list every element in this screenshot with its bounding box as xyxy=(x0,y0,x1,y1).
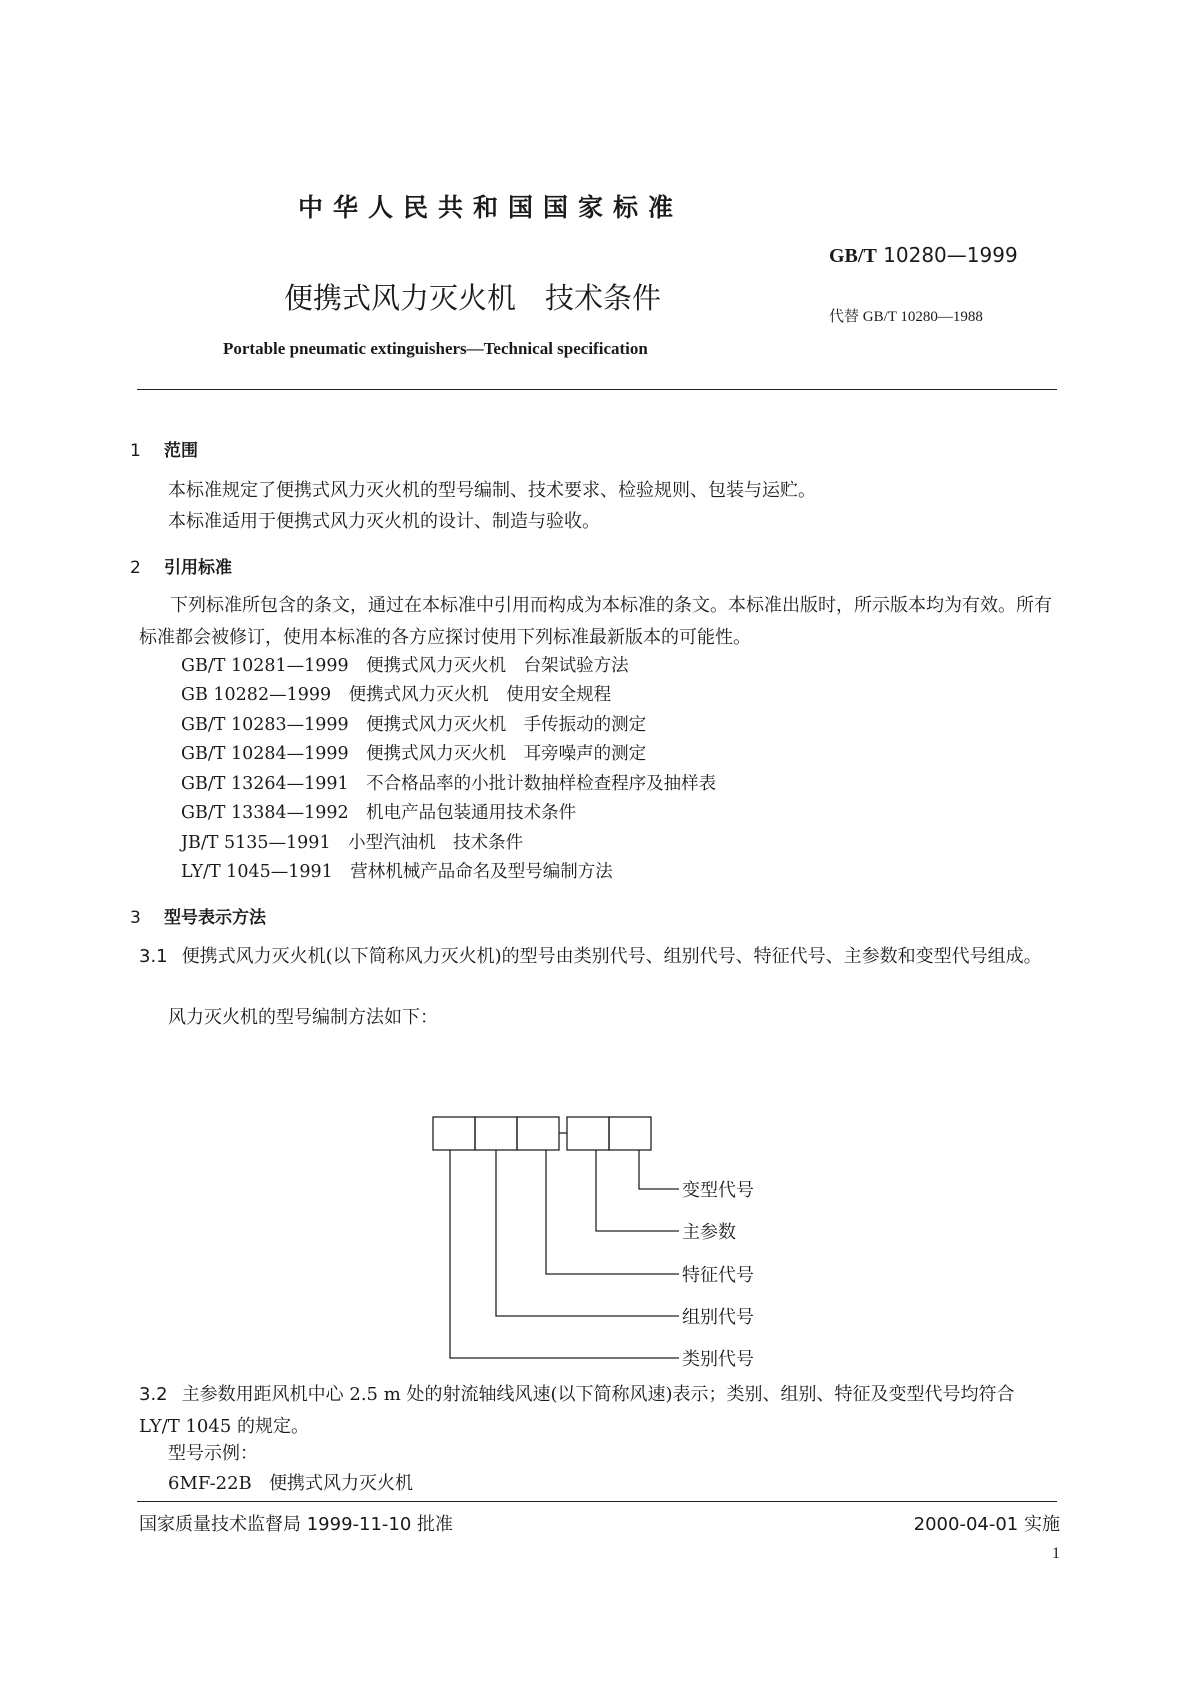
leader-variant xyxy=(639,1150,679,1189)
section-3-number: 3 xyxy=(130,908,141,928)
label-feature-code: 特征代号 xyxy=(682,1265,754,1286)
label-variant-code: 变型代号 xyxy=(682,1180,754,1201)
clause-3-1-number: 3.1 xyxy=(139,946,168,967)
leader-main-param xyxy=(596,1150,679,1231)
label-group-code: 组别代号 xyxy=(682,1307,754,1328)
replaces-standard: 代替 GB/T 10280—1988 xyxy=(829,309,983,325)
example-code: 6MF-22B xyxy=(168,1473,252,1494)
section-1-paragraph: 本标准规定了便携式风力灭火机的型号编制、技术要求、检验规则、包装与运贮。 xyxy=(168,480,816,501)
code-box-category xyxy=(433,1117,475,1150)
section-3-title: 型号表示方法 xyxy=(164,908,266,928)
code-box-main-param xyxy=(567,1117,609,1150)
section-2-intro: 下列标准所包含的条文，通过在本标准中引用而构成为本标准的条文。本标准出版时，所示版本均为有效。所有标准都会被修订，使用本标准的各方应探讨使用下列标准最新版本的可能性。 xyxy=(139,595,1052,648)
example-name: 便携式风力灭火机 xyxy=(268,1473,413,1494)
document-title-cn: 便携式风力灭火机 技术条件 xyxy=(284,281,662,315)
reference-item: GB/T 13264—1991 不合格品率的小批计数抽样检查程序及抽样表 xyxy=(181,774,717,794)
national-standard-heading: 中华人民共和国国家标准 xyxy=(298,193,684,222)
reference-item: GB/T 13384—1992 机电产品包装通用技术条件 xyxy=(181,803,577,823)
reference-item: GB/T 10284—1999 便携式风力灭火机 耳旁噪声的测定 xyxy=(181,744,647,764)
section-2-title: 引用标准 xyxy=(164,558,232,578)
reference-item: LY/T 1045—1991 营林机械产品命名及型号编制方法 xyxy=(181,862,613,882)
standard-prefix: GB/T xyxy=(829,245,877,267)
page-number: 1 xyxy=(1052,1545,1060,1562)
clause-3-2-text: 主参数用距风机中心 2.5 m 处的射流轴线风速(以下简称风速)表示；类别、组别、特征及变型代号均符合 LY/T 1045 的规定。 xyxy=(139,1384,1015,1437)
implementation-date: 2000-04-01 实施 xyxy=(913,1514,1060,1535)
leader-feature xyxy=(546,1150,679,1274)
example-label: 型号示例： xyxy=(168,1443,258,1464)
section-1-title: 范围 xyxy=(164,441,198,461)
code-box-feature xyxy=(517,1117,559,1150)
code-box-variant xyxy=(609,1117,651,1150)
clause-3-2 xyxy=(139,1379,1057,1442)
standard-number: 10280—1999 xyxy=(883,243,1018,267)
leader-group xyxy=(496,1150,679,1316)
reference-item: GB/T 10281—1999 便携式风力灭火机 台架试验方法 xyxy=(181,656,629,676)
section-1-paragraph: 本标准适用于便携式风力灭火机的设计、制造与验收。 xyxy=(168,511,600,532)
label-main-param: 主参数 xyxy=(682,1222,736,1243)
footer-divider xyxy=(137,1501,1057,1502)
leader-category xyxy=(450,1150,679,1358)
reference-item: GB 10282—1999 便携式风力灭火机 使用安全规程 xyxy=(181,685,612,705)
reference-item: JB/T 5135—1991 小型汽油机 技术条件 xyxy=(181,833,524,853)
document-title-en: Portable pneumatic extinguishers—Technical specification xyxy=(223,339,648,358)
clause-3-1-text: 便携式风力灭火机(以下简称风力灭火机)的型号由类别代号、组别代号、特征代号、主参数和变型代号组成。 xyxy=(181,946,1042,967)
section-2-number: 2 xyxy=(130,558,141,578)
code-box-group xyxy=(475,1117,517,1150)
section-1-number: 1 xyxy=(130,441,141,461)
approval-note: 国家质量技术监督局 1999-11-10 批准 xyxy=(139,1514,454,1535)
diagram-intro: 风力灭火机的型号编制方法如下： xyxy=(168,1007,438,1028)
reference-item: GB/T 10283—1999 便携式风力灭火机 手传振动的测定 xyxy=(181,715,647,735)
label-category-code: 类别代号 xyxy=(682,1349,754,1370)
example-line xyxy=(168,1470,413,1498)
clause-3-2-number: 3.2 xyxy=(139,1384,168,1405)
